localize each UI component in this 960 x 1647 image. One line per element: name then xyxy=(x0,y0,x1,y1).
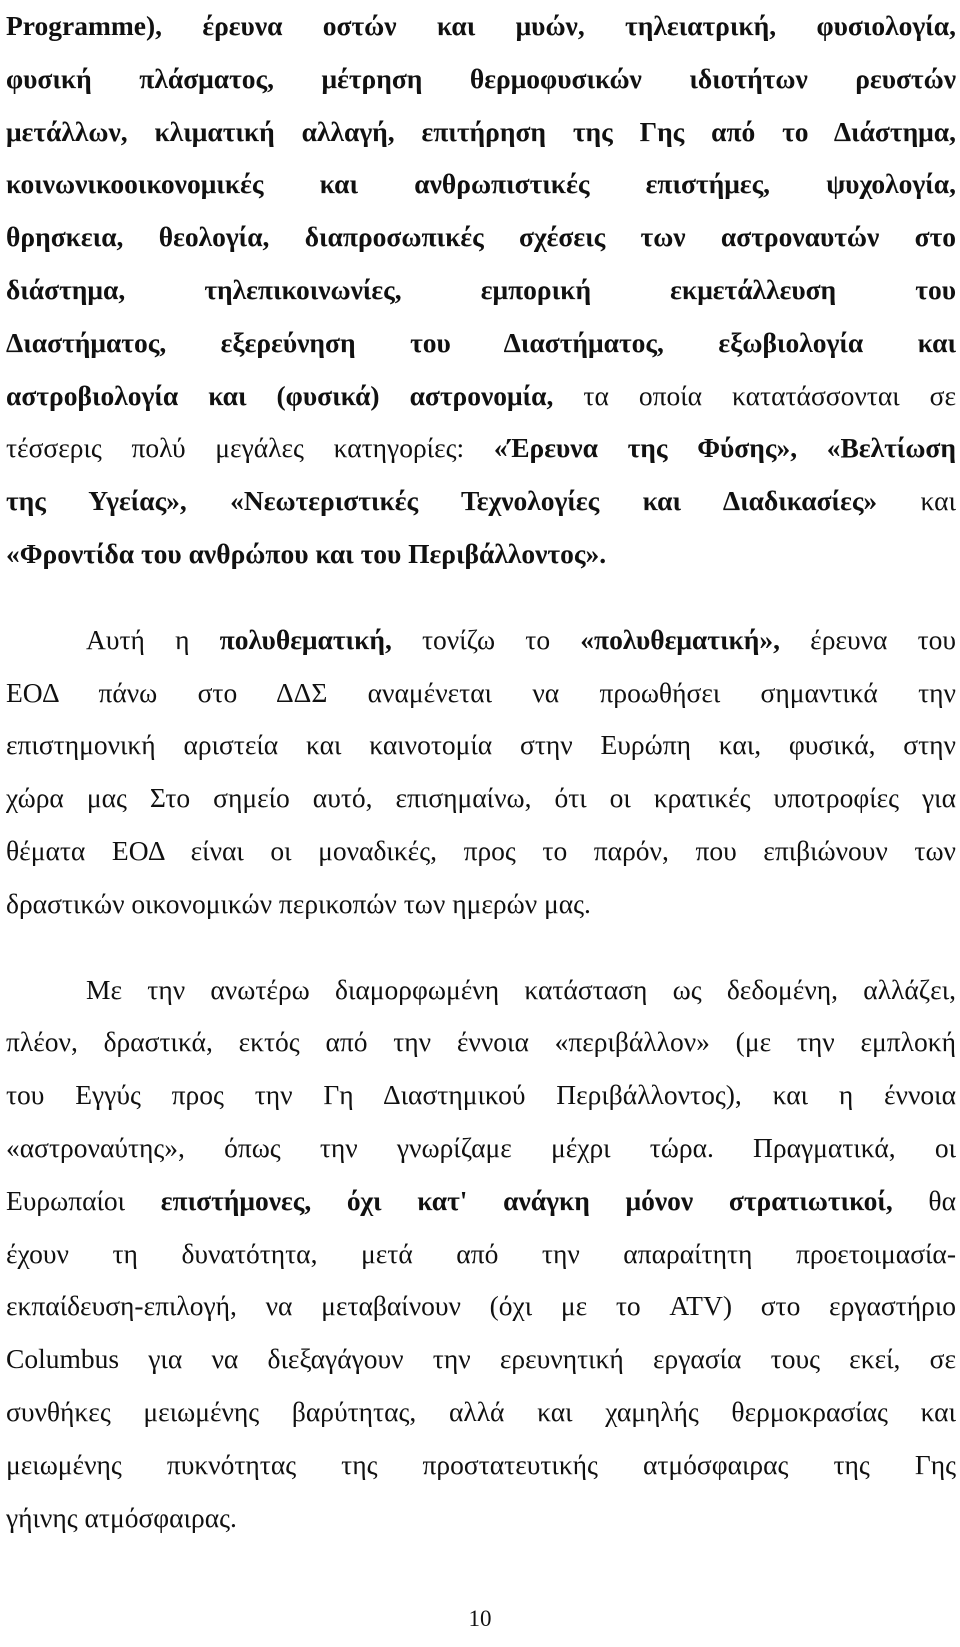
text-line xyxy=(6,475,956,528)
text-line xyxy=(6,1333,956,1386)
text-line xyxy=(6,317,956,370)
text-line xyxy=(6,964,956,1017)
text-line xyxy=(6,1492,956,1545)
text-line xyxy=(6,614,956,667)
text-line xyxy=(6,1386,956,1439)
text-segment: δραστικών οικονομικών περικοπών των ημερών μας. xyxy=(6,887,591,919)
text-segment: μειωμένης πυκνότητας της προστατευτικής ατμόσφαιρας της Γης xyxy=(6,1448,956,1480)
text-segment: Ευρωπαίοι xyxy=(6,1184,161,1216)
text-segment: έρευνα του xyxy=(779,623,956,655)
text-segment: Programme), έρευνα οστών και μυών, τηλειατρική, φυσιολογία, xyxy=(6,10,956,41)
text-segment: ΕΟΔ πάνω στο ΔΔΣ αναμένεται να προωθήσει σημαντικά την xyxy=(6,676,956,708)
text-segment: γήινης ατμόσφαιρας. xyxy=(6,1501,237,1533)
text-line xyxy=(6,53,956,106)
text-segment: έχουν τη δυνατότητα, μετά από την απαραίτητη προετοιμασία- xyxy=(6,1237,956,1269)
text-segment: τονίζω το xyxy=(391,623,581,655)
text-segment: και xyxy=(877,485,956,517)
text-line xyxy=(6,1439,956,1492)
text-line xyxy=(6,211,956,264)
text-segment: «αστροναύτης», όπως την γνωρίζαμε μέχρι τώρα. Πραγματικά, οι xyxy=(6,1131,956,1163)
text-segment: του Εγγύς προς την Γη Διαστημικού Περιβάλλοντος), και η έννοια xyxy=(6,1079,956,1111)
text-segment: Columbus για να διεξαγάγουν την ερευνητική εργασία τους εκεί, σε xyxy=(6,1343,956,1375)
text-line xyxy=(6,0,956,53)
text-line xyxy=(6,1069,956,1122)
text-line xyxy=(6,719,956,772)
text-segment: Αυτή η xyxy=(86,623,220,655)
text-segment: της Υγείας», «Νεωτεριστικές Τεχνολογίες και Διαδικασίες» xyxy=(6,485,878,517)
text-line xyxy=(6,1280,956,1333)
text-line xyxy=(6,1228,956,1281)
text-line xyxy=(6,264,956,317)
text-segment: κοινωνικοοικονομικές και ανθρωπιστικές επιστήμες, ψυχολογία, xyxy=(6,168,956,200)
text-line xyxy=(6,667,956,720)
text-line xyxy=(6,158,956,211)
text-line xyxy=(6,1122,956,1175)
text-segment: φυσική πλάσματος, μέτρηση θερμοφυσικών ιδιοτήτων ρευστών xyxy=(6,62,956,94)
paragraph-multithematic xyxy=(6,614,956,931)
text-segment: θρησκεια, θεολογία, διαπροσωπικές σχέσεις των αστροναυτών στο xyxy=(6,221,956,253)
text-line xyxy=(6,1175,956,1228)
text-segment: αστροβιολογία και (φυσικά) αστρονομία, xyxy=(6,379,554,411)
text-segment: επιστήμονες, όχι κατ' ανάγκη μόνον στρατιωτικοί, xyxy=(160,1184,893,1216)
body-text xyxy=(6,0,956,1544)
text-segment: εκπαίδευση-επιλογή, να μεταβαίνουν (όχι με το ATV) στο εργαστήριο xyxy=(6,1290,956,1322)
text-segment: συνθήκες μειωμένης βαρύτητας, αλλά και χαμηλής θερμοκρασίας και xyxy=(6,1395,956,1427)
text-line xyxy=(6,825,956,878)
text-segment: θέματα ΕΟΔ είναι οι μοναδικές, προς το παρόν, που επιβιώνουν των xyxy=(6,834,956,866)
text-segment: τα οποία κατατάσσονται σε xyxy=(553,379,956,411)
text-segment: τέσσερις πολύ μεγάλες κατηγορίες: xyxy=(6,432,494,464)
text-segment: επιστημονική αριστεία και καινοτομία στην Ευρώπη και, φυσικά, στην xyxy=(6,729,956,761)
text-line xyxy=(6,528,956,581)
paragraph-continued xyxy=(6,0,956,581)
page-number: 10 xyxy=(468,1606,492,1631)
text-segment: «πολυθεματική», xyxy=(580,623,780,655)
text-line xyxy=(6,370,956,423)
text-line xyxy=(6,106,956,159)
text-segment: θα xyxy=(892,1184,956,1216)
text-segment: χώρα μας Στο σημείο αυτό, επισημαίνω, ότι οι κρατικές υποτροφίες για xyxy=(6,782,956,814)
text-segment: Διαστήματος, εξερεύνηση του Διαστήματος, εξωβιολογία και xyxy=(6,326,956,358)
text-segment: μετάλλων, κλιματική αλλαγή, επιτήρηση της Γης από το Διάστημα, xyxy=(6,115,956,147)
text-line xyxy=(6,422,956,475)
text-segment: πολυθεματική, xyxy=(219,623,392,655)
paragraph-astronaut xyxy=(6,964,956,1545)
text-segment: διάστημα, τηλεπικοινωνίες, εμπορική εκμετάλλευση του xyxy=(6,273,956,305)
text-line xyxy=(6,1016,956,1069)
text-segment: Με την ανωτέρω διαμορφωμένη κατάσταση ως δεδομένη, αλλάζει, xyxy=(86,973,956,1005)
text-line xyxy=(6,772,956,825)
text-line xyxy=(6,878,956,931)
text-segment: πλέον, δραστικά, εκτός από την έννοια «περιβάλλον» (με την εμπλοκή xyxy=(6,1026,956,1058)
text-segment: «Φροντίδα του ανθρώπου και του Περιβάλλοντος». xyxy=(6,537,607,569)
text-segment: «Έρευνα της Φύσης», «Βελτίωση xyxy=(493,432,957,464)
